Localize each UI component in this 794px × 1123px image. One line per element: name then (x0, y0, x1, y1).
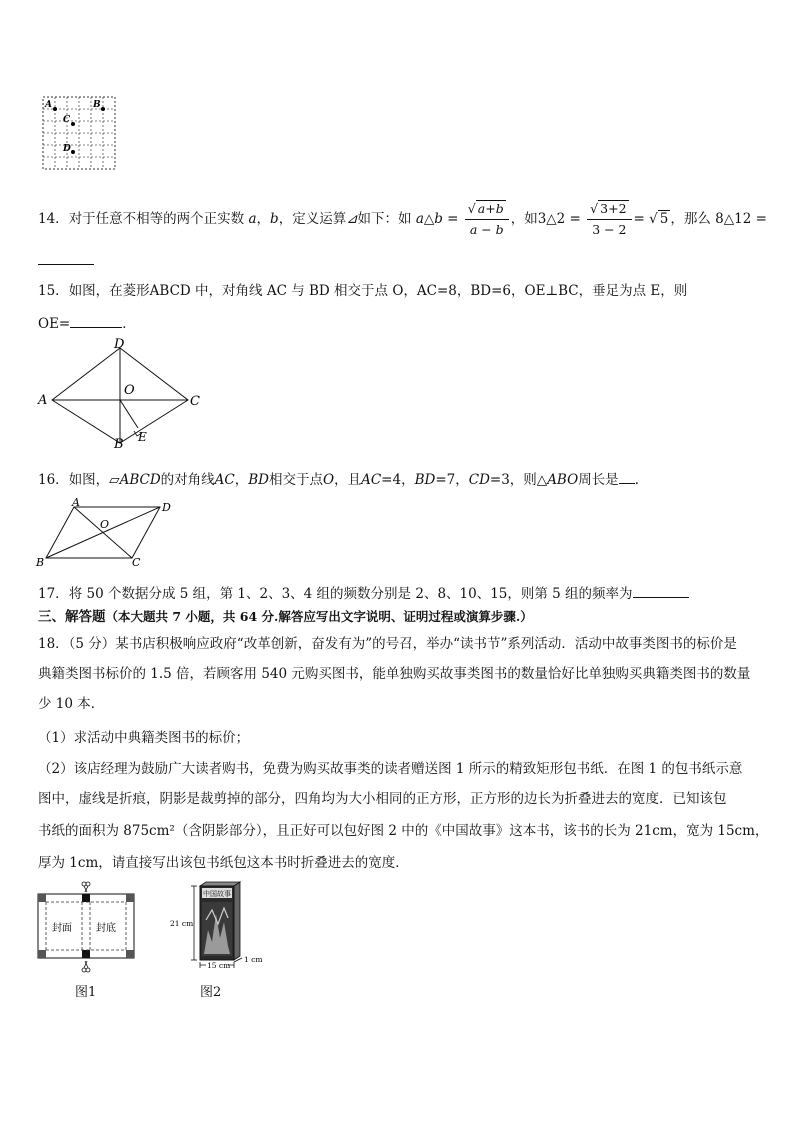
q17-answer-blank[interactable] (633, 583, 689, 598)
scissors-icon (82, 882, 90, 892)
rhombus-label-e: E (138, 430, 147, 444)
q14-frac2-den: 3 − 2 (592, 222, 627, 237)
fig1-front-label: 封面 (52, 923, 72, 934)
rhombus-label-o: O (124, 383, 135, 398)
grid-label-b: B (93, 100, 101, 110)
q14-answer-blank[interactable] (38, 252, 94, 265)
point-b (101, 107, 105, 111)
q18-part-2-line-3: 书纸的面积为 875cm²（含阴影部分），且正好可以包好图 2 中的《中国故事》这本书，该书的长为 21cm，宽为 15cm， (38, 823, 769, 839)
para-label-o: O (100, 518, 110, 531)
rhombus-label-c: C (190, 394, 200, 409)
q16-text-e: 周长是 (578, 472, 619, 488)
q17-text: 将 50 个数据分成 5 组，第 1、2、3、4 组的频数分别是 2、8、10、15，则第 5 组的频率为 (68, 586, 633, 602)
q18-part-2-line-2: 图中，虚线是折痕，阴影是裁剪掉的部分，四角均为大小相同的正方形，正方形的边长为折叠进去的宽度．已知该包 (38, 791, 727, 807)
q14-var-a: a (248, 211, 257, 227)
q16-cd: CD (468, 472, 490, 488)
q14-number: 14． (38, 211, 69, 227)
fig1-caption: 图1 (75, 985, 97, 1000)
rhombus-figure (30, 338, 210, 448)
fig2-caption: 图2 (200, 985, 222, 1000)
section-3-heading (38, 608, 533, 626)
rhombus-label-a: A (38, 393, 48, 408)
q14-var-b: b (270, 211, 279, 227)
q18-part-2-line-4: 厚为 1cm，请直接写出该包书纸包这本书时折叠进去的宽度． (38, 855, 409, 871)
q16-o: O (323, 472, 335, 488)
section-3-note: （本大题共 7 小题，共 64 分.解答应写出文字说明、证明过程或演算步骤.） (105, 609, 533, 624)
q15-answer-line (38, 313, 136, 333)
question-16 (38, 469, 648, 489)
q15-answer-blank[interactable] (70, 313, 122, 328)
q16-bd: BD (248, 472, 269, 488)
q16-v2: =7， (435, 472, 469, 488)
q16-number: 16． (38, 472, 69, 488)
q14-lhs: a△b = (415, 211, 459, 227)
q14-text-b: ，定义运算 (278, 211, 347, 227)
book-figure (168, 880, 278, 974)
q16-text-a: 如图，▱ (68, 472, 120, 488)
q18-line-3: 少 10 本． (38, 696, 105, 712)
point-c (71, 122, 75, 126)
wrapping-paper-figure (36, 880, 136, 974)
q16-abcd: ABCD (119, 472, 161, 488)
question-14 (38, 200, 767, 239)
section-3-title: 三、解答题 (38, 609, 106, 625)
rhombus-label-d: D (114, 338, 125, 352)
q16-abo: ABO (547, 472, 579, 488)
q18-line-2: 典籍类图书标价的 1.5 倍，若顾客用 540 元购买图书，能单独购买故事类图书的数量恰好比单独购买典籍类图书的数量 (38, 666, 751, 682)
q16-text-c: 相交于点 (269, 472, 323, 488)
q16-bd2: BD (414, 472, 436, 488)
point-d (71, 150, 75, 154)
q18-part-1: （1）求活动中典籍类图书的标价； (38, 730, 250, 746)
para-label-a: A (72, 496, 80, 509)
grid-label-d: D (63, 144, 71, 154)
q14-comma: ， (256, 211, 271, 227)
q14-text-c: 如下：如 (357, 211, 412, 227)
q16-ac: AC (214, 472, 235, 488)
scissors-bottom-icon (82, 961, 90, 972)
q14-text-a: 对于任意不相等的两个正实数 (68, 211, 245, 227)
grid-label-a: A (45, 100, 52, 110)
q14-sqrt-value: 5 (659, 211, 669, 227)
q14-text-d: ，如3△2 = (510, 211, 581, 227)
q15-number: 15． (38, 283, 69, 299)
q14-fraction-2: $\frac{√ 3+2}{3 - 2}$ (587, 200, 631, 239)
para-label-d: D (162, 501, 171, 514)
q14-fraction-1: $\frac{√ a+b}{a - b}$ (465, 200, 509, 239)
q14-text-e: ，那么 8△12 = (670, 211, 767, 227)
rhombus-label-b: B (114, 437, 124, 448)
book-title: 中国故事 (203, 890, 231, 898)
q15-text: 如图，在菱形ABCD 中，对角线 AC 与 BD 相交于点 O，AC=8，BD=6，OE⊥BC，垂足为点 E，则 (68, 283, 688, 299)
parallelogram-figure (32, 496, 182, 568)
q16-text-b: 的对角线 (160, 472, 215, 488)
grid-label-c: C (63, 115, 71, 125)
question-15 (38, 282, 687, 300)
q14-op-symbol: ⊿ (346, 211, 358, 227)
q16-ac2: AC (361, 472, 382, 488)
book-width-label: 15 cm (207, 961, 231, 970)
question-17 (38, 583, 689, 603)
q16-text-d: ，且 (334, 472, 362, 488)
q16-v3: =3，则△ (489, 472, 548, 488)
point-a (53, 107, 57, 111)
q15-answer-label: OE= (38, 316, 71, 332)
q18-part-2-line-1: （2）该店经理为鼓励广大读者购书，免费为购买故事类的读者赠送图 1 所示的精致矩形包书纸．在图 1 的包书纸示意 (38, 761, 743, 777)
q16-period: ． (634, 472, 649, 488)
q16-answer-blank[interactable] (619, 469, 635, 484)
q14-frac2-num: 3+2 (600, 201, 627, 216)
q18-line-1: 18．（5 分）某书店积极响应政府“改革创新，奋发有为”的号召，举办“读书节”系列活动．活动中故事类图书的标价是 (38, 636, 737, 652)
q14-frac1-num: a+b (477, 201, 504, 216)
q16-v1: =4， (381, 472, 415, 488)
q15-period: ． (122, 316, 136, 332)
grid-figure (40, 94, 118, 170)
para-label-c: C (132, 556, 141, 568)
book-height-label: 21 cm (170, 919, 194, 928)
q14-frac1-den: a − b (469, 222, 504, 237)
para-label-b: B (36, 556, 45, 568)
book-depth-label: 1 cm (244, 955, 263, 964)
q17-number: 17． (38, 586, 69, 602)
q14-eq-sqrt: = √ (633, 211, 658, 227)
q16-sep: ， (234, 472, 249, 488)
fig1-back-label: 封底 (96, 923, 116, 934)
